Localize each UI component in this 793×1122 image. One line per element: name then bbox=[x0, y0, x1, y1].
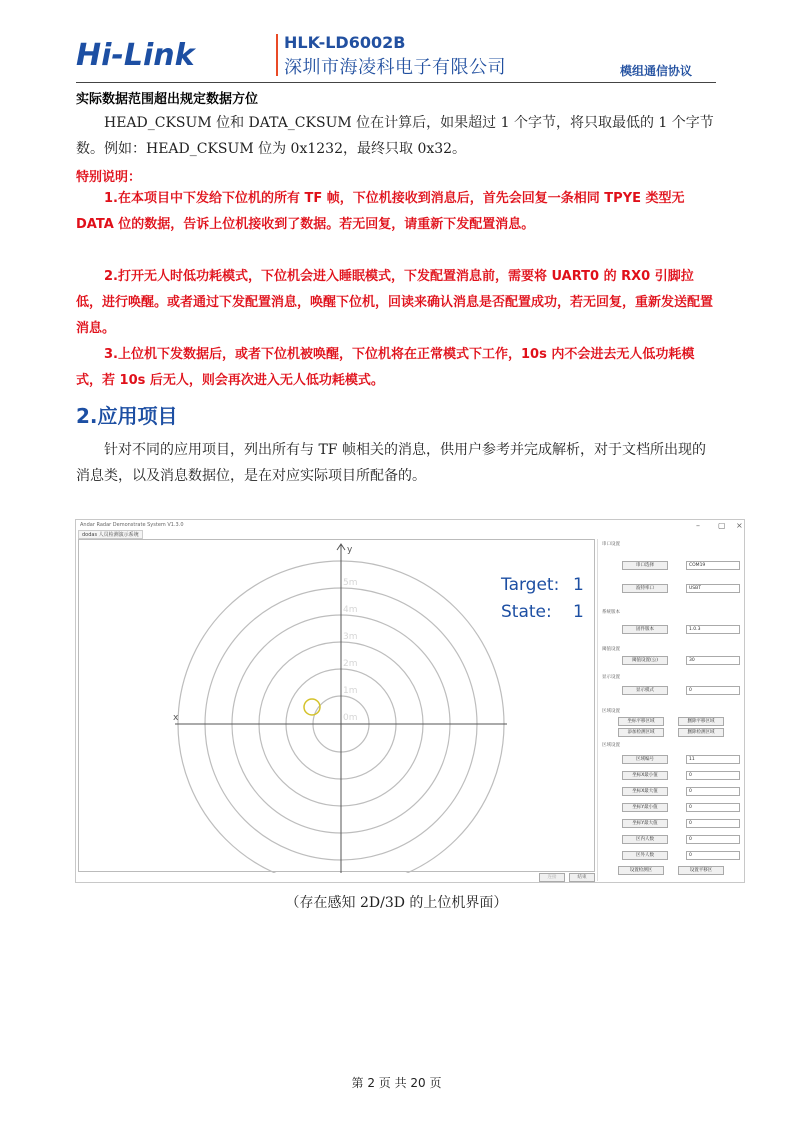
outside-count-field[interactable]: 0 bbox=[686, 851, 740, 860]
state-value: 1 bbox=[573, 602, 584, 622]
figure-caption: （存在感知 2D/3D 的上位机界面） bbox=[285, 895, 508, 911]
y-min-button[interactable]: 坐标Y最小值 bbox=[622, 803, 668, 812]
target-marker bbox=[304, 699, 320, 715]
maximize-icon[interactable]: ▢ bbox=[718, 521, 726, 530]
outside-count-button[interactable]: 区外人数 bbox=[622, 851, 668, 860]
tab-detection[interactable]: dodas 人员检测演示系统 bbox=[78, 530, 143, 539]
group-zone: 区域设置 bbox=[602, 743, 620, 748]
host-software-screenshot bbox=[75, 519, 745, 883]
firmware-button[interactable]: 固件版本 bbox=[622, 625, 668, 634]
region-button-1[interactable]: 坐标平移区域 bbox=[618, 717, 664, 726]
serial-select-button[interactable]: 串口选择 bbox=[622, 561, 668, 570]
inside-count-field[interactable]: 0 bbox=[686, 835, 740, 844]
x-min-button[interactable]: 坐标X最小值 bbox=[622, 771, 668, 780]
ring-label-1m: 1m bbox=[343, 686, 358, 696]
model-name: HLK-LD6002B bbox=[284, 33, 406, 52]
y-max-button[interactable]: 坐标Y最大值 bbox=[622, 819, 668, 828]
y-min-field[interactable]: 0 bbox=[686, 803, 740, 812]
document-title: 模组通信协议 bbox=[620, 64, 693, 78]
window-title: Andar Radar Demonstrate System V1.3.0 bbox=[80, 522, 184, 528]
baud-button[interactable]: 波特率口 bbox=[622, 584, 668, 593]
special-note-2: 2.打开无人时低功耗模式，下位机会进入睡眠模式，下发配置消息前，需要将 UART0 的 RX0 引脚拉低，进行唤醒。或者通过下发配置消息，唤醒下位机，回读来确认消息是否配置成功，若无回复，重新发送配置消息。 bbox=[76, 269, 714, 336]
threshold-field[interactable]: 30 bbox=[686, 656, 740, 665]
page-header bbox=[76, 32, 716, 82]
ring-label-3m: 3m bbox=[343, 632, 358, 642]
special-note-label: 特别说明： bbox=[76, 170, 142, 185]
ring-label-0m: 0m bbox=[343, 713, 358, 723]
group-region: 区域设置 bbox=[602, 709, 620, 714]
header-rule bbox=[76, 82, 716, 83]
y-max-field[interactable]: 0 bbox=[686, 819, 740, 828]
region-button-2[interactable]: 删除平移区域 bbox=[678, 717, 724, 726]
ring-label-2m: 2m bbox=[343, 659, 358, 669]
zone-number-button[interactable]: 区域编号 bbox=[622, 755, 668, 764]
special-note-1: 1.在本项目中下发给下位机的所有 TF 帧，下位机接收到消息后，首先会回复一条相同 TPYE 类型无 DATA 位的数据，告诉上位机接收到了数据。若无回复，请重新下发配置消息。 bbox=[76, 191, 685, 232]
display-mode-button[interactable]: 显示模式 bbox=[622, 686, 668, 695]
x-max-button[interactable]: 坐标X最大值 bbox=[622, 787, 668, 796]
x-max-field[interactable]: 0 bbox=[686, 787, 740, 796]
threshold-button[interactable]: 阈值设置(公) bbox=[622, 656, 668, 665]
paragraph-checksum: HEAD_CKSUM 位和 DATA_CKSUM 位在计算后，如果超过 1 个字节，将只取最低的 1 个字节数。例如：HEAD_CKSUM 位为 0x1232，最终只取 0x32。 bbox=[76, 115, 714, 157]
x-min-field[interactable]: 0 bbox=[686, 771, 740, 780]
minimize-icon[interactable]: – bbox=[696, 521, 700, 530]
company-name: 深圳市海凌科电子有限公司 bbox=[284, 57, 506, 78]
x-axis-label: x bbox=[173, 713, 179, 723]
firmware-field[interactable]: 1.0.3 bbox=[686, 625, 740, 634]
set-pan-zone-button[interactable]: 设置平移区 bbox=[678, 866, 724, 875]
paragraph-application: 针对不同的应用项目，列出所有与 TF 帧相关的消息，供用户参考并完成解析，对于文档所出现的消息类，以及消息数据位，是在对应实际项目所配备的。 bbox=[76, 442, 706, 484]
group-serial: 串口设置 bbox=[602, 542, 620, 547]
page-footer: 第 2 页 共 20 页 bbox=[351, 1076, 442, 1090]
radar-plot-area bbox=[78, 539, 595, 872]
y-axis-label: y bbox=[347, 545, 353, 555]
section-heading: 2.应用项目 bbox=[76, 404, 178, 428]
company-logo: Hi-Link bbox=[76, 38, 195, 73]
group-firmware: 系统版本 bbox=[602, 610, 620, 615]
set-detect-zone-button[interactable]: 设置检测区 bbox=[618, 866, 664, 875]
group-threshold: 阈值设置 bbox=[602, 647, 620, 652]
group-display: 显示设置 bbox=[602, 675, 620, 680]
state-label: State: bbox=[501, 602, 552, 622]
region-button-4[interactable]: 删除检测区域 bbox=[678, 728, 724, 737]
ring-label-4m: 4m bbox=[343, 605, 358, 615]
settings-panel bbox=[597, 539, 743, 881]
connect-button[interactable]: 连接 bbox=[539, 873, 565, 882]
target-label: Target: bbox=[501, 575, 560, 595]
baud-select[interactable]: USBT bbox=[686, 584, 740, 593]
display-mode-select[interactable]: 0 bbox=[686, 686, 740, 695]
header-divider bbox=[276, 34, 278, 76]
region-button-3[interactable]: 添加检测区域 bbox=[618, 728, 664, 737]
section-subheading: 实际数据范围超出规定数据方位 bbox=[76, 92, 259, 107]
serial-port-select[interactable]: COM19 bbox=[686, 561, 740, 570]
target-value: 1 bbox=[573, 575, 584, 595]
radar-plot bbox=[79, 540, 596, 873]
ring-label-5m: 5m bbox=[343, 578, 358, 588]
stop-button[interactable]: 结束 bbox=[569, 873, 595, 882]
zone-number-select[interactable]: 11 bbox=[686, 755, 740, 764]
close-icon[interactable]: × bbox=[736, 521, 743, 530]
special-note-3: 3.上位机下发数据后，或者下位机被唤醒，下位机将在正常模式下工作，10s 内不会进去无人低功耗模式，若 10s 后无人，则会再次进入无人低功耗模式。 bbox=[76, 347, 695, 388]
inside-count-button[interactable]: 区内人数 bbox=[622, 835, 668, 844]
